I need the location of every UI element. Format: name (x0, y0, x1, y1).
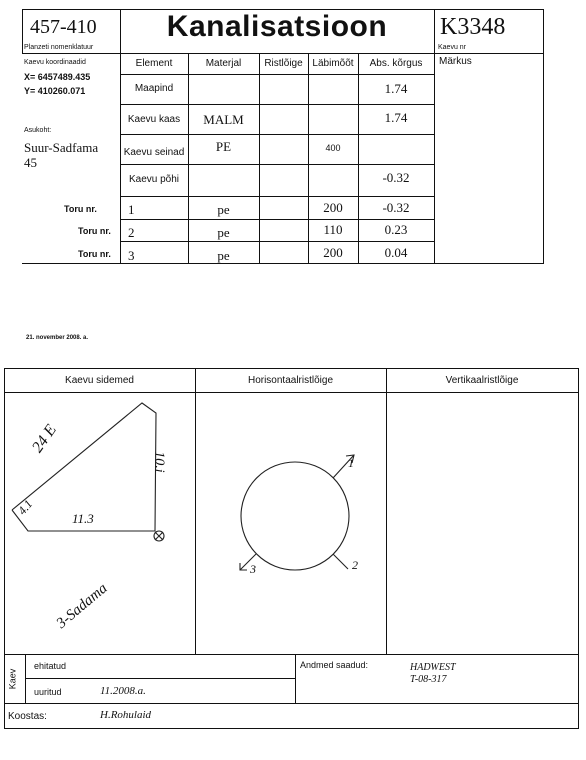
compiled-label: Koostas: (8, 711, 47, 722)
data-from-label: Andmed saadud: (300, 660, 369, 670)
pipe-2-nr: 2 (128, 225, 135, 240)
row-bottom-element: Kaevu põhi (128, 174, 180, 185)
well-id: K3348 (440, 14, 506, 40)
pipe-mark-3: 3 (250, 562, 256, 576)
map-code-caption: Planzeti nomenklatuur (24, 44, 94, 51)
date-stamp: 21. november 2008. a. (26, 335, 89, 341)
row-cover-element: Kaevu kaas (127, 114, 181, 125)
well-id-caption: Kaevu nr (438, 44, 467, 51)
row-ground-abs: 1.74 (384, 81, 408, 96)
sketch-label-41: 4.1 (14, 496, 36, 518)
sketch-label-10i: 10.i (151, 451, 167, 473)
built-label: ehitatud (34, 661, 67, 671)
coord-y: Y= 410260.071 (24, 86, 86, 96)
pipe-2-arrow (333, 554, 348, 569)
row-walls-material: PE (215, 139, 232, 154)
data-from-line-1: HADWEST (410, 662, 456, 673)
location-label: Asukoht: (24, 127, 52, 134)
pipe-label-1: Toru nr. (64, 204, 97, 214)
pipe-mark-2: 2 (352, 558, 358, 572)
col-title-vertical-section: Vertikaalristlõige (445, 375, 519, 386)
pipe-3-material: pe (217, 248, 230, 263)
pipe-2-material: pe (217, 225, 230, 240)
sketch-label-24e: 24 E (28, 421, 60, 456)
map-code: 457-410 (30, 16, 97, 38)
pipe-mark-1: 1 (348, 456, 354, 470)
connections-sketch (4, 393, 195, 653)
well-circle (241, 462, 349, 570)
sketch-label-sadama: 3-Sadama (53, 580, 111, 632)
row-bottom-abs: -0.32 (382, 170, 410, 185)
row-walls-element: Kaevu seinad (123, 147, 185, 158)
page-title: Kanalisatsioon (166, 10, 388, 43)
pipe-3-abs: 0.04 (384, 245, 408, 260)
surveyed-value: 11.2008.a. (100, 685, 146, 697)
coords-label: Kaevu koordinaadid (24, 59, 86, 66)
data-from-line-2: T-08-317 (410, 674, 447, 685)
coord-x: X= 6457489.435 (24, 72, 91, 82)
compiled-value: H.Rohulaid (100, 709, 152, 721)
col-header-notes: Märkus (439, 56, 472, 67)
col-header-material: Materjal (205, 58, 242, 69)
pipe-2-abs: 0.23 (384, 222, 408, 237)
pipe-2-diameter: 110 (323, 222, 343, 237)
surveyed-label: uuritud (34, 687, 62, 697)
pipe-1-diameter: 200 (323, 200, 343, 215)
row-cover-material: MALM (203, 112, 244, 127)
row-walls-diameter: 400 (325, 143, 341, 153)
pipe-1-nr: 1 (128, 202, 135, 217)
col-header-abs-height: Abs. kõrgus (369, 58, 423, 69)
location-line-2: 45 (24, 155, 37, 170)
pipe-3-diameter: 200 (323, 245, 343, 260)
col-header-element: Element (135, 58, 173, 69)
pipe-label-3: Toru nr. (78, 249, 111, 259)
horizontal-section-sketch (196, 393, 386, 653)
kaev-label: Kaev (7, 668, 18, 690)
pipe-3-nr: 3 (128, 248, 135, 263)
col-title-horizontal-section: Horisontaalristlõige (247, 375, 334, 386)
pipe-label-2: Toru nr. (78, 226, 111, 236)
pipe-1-material: pe (217, 202, 230, 217)
row-ground-element: Maapind (134, 83, 174, 94)
col-header-diameter: Läbimõõt (312, 58, 354, 69)
col-header-cross-section: Ristlõige (264, 58, 303, 69)
col-title-connections: Kaevu sidemed (65, 375, 134, 386)
row-cover-abs: 1.74 (384, 110, 408, 125)
location-line-1: Suur-Sadfama (24, 140, 99, 155)
pipe-1-abs: -0.32 (382, 200, 410, 215)
sketch-label-113: 11.3 (72, 511, 94, 526)
